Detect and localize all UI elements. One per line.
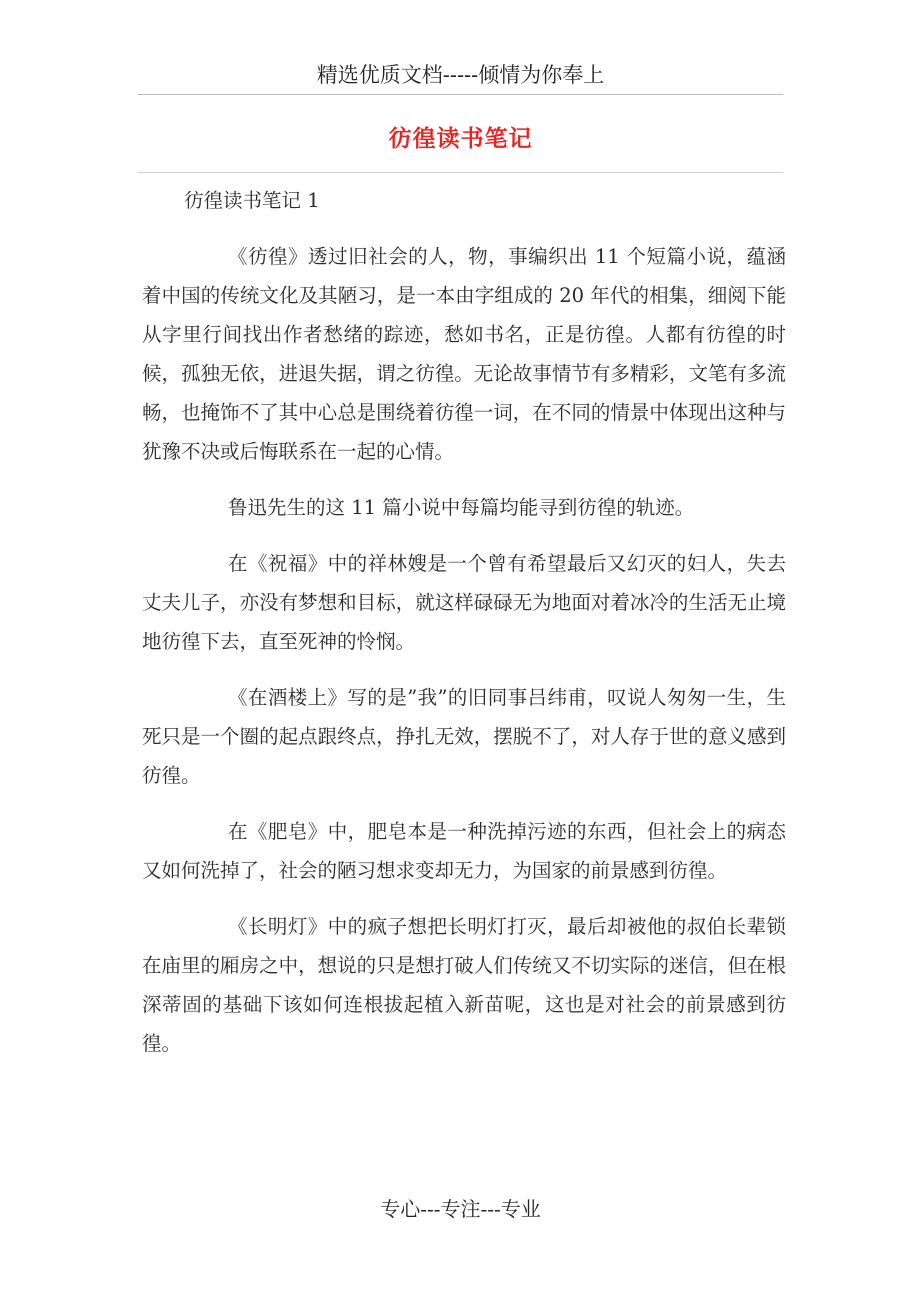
paragraph: 鲁迅先生的这 11 篇小说中每篇均能寻到彷徨的轨迹。 xyxy=(228,496,695,519)
section-heading: 彷徨读书笔记 1 xyxy=(184,189,320,212)
page-footer: 专心---专注---专业 xyxy=(380,1197,541,1221)
paragraph: 在《肥皂》中，肥皂本是一种洗掉污迹的东西，但社会上的病态又如何洗掉了，社会的陋习想求变却无力，为国家的前景感到彷徨。 xyxy=(142,820,786,882)
header-divider xyxy=(138,94,783,95)
document-body xyxy=(142,181,786,1080)
paragraph: 《长明灯》中的疯子想把长明灯打灭，最后却被他的叔伯长辈锁在庙里的厢房之中，想说的只是想打破人们传统又不切实际的迷信，但在根深蒂固的基础下该如何连根拔起植入新苗呢，这也是对社会的前景感到彷徨。 xyxy=(142,915,786,1055)
page-header: 精选优质文档-----倾情为你奉上 xyxy=(316,63,605,87)
document-title: 彷徨读书笔记 xyxy=(388,126,533,152)
paragraph: 《彷徨》透过旧社会的人，物，事编织出 11 个短篇小说，蕴涵着中国的传统文化及其陋习，是一本由字组成的 20 年代的相集，细阅下能从字里行间找出作者愁绪的踪迹，愁如书名，正是彷徨。人都有彷徨的时候，孤独无依，进退失据，谓之彷徨。无论故事情节有多精彩，文笔有多流畅，也掩饰不了其中心总是围绕着彷徨一词，在不同的情景中体现出这种与犹豫不决或后悔联系在一起的心情。 xyxy=(142,245,786,463)
paragraph: 在《祝福》中的祥林嫂是一个曾有希望最后又幻灭的妇人，失去丈夫儿子，亦没有梦想和目标，就这样碌碌无为地面对着冰冷的生活无止境地彷徨下去，直至死神的怜悯。 xyxy=(142,552,786,653)
paragraph: 《在酒楼上》写的是”我”的旧同事吕纬甫，叹说人匆匆一生，生死只是一个圈的起点跟终点，挣扎无效，摆脱不了，对人存于世的意义感到彷徨。 xyxy=(142,686,786,787)
title-divider xyxy=(138,172,783,173)
